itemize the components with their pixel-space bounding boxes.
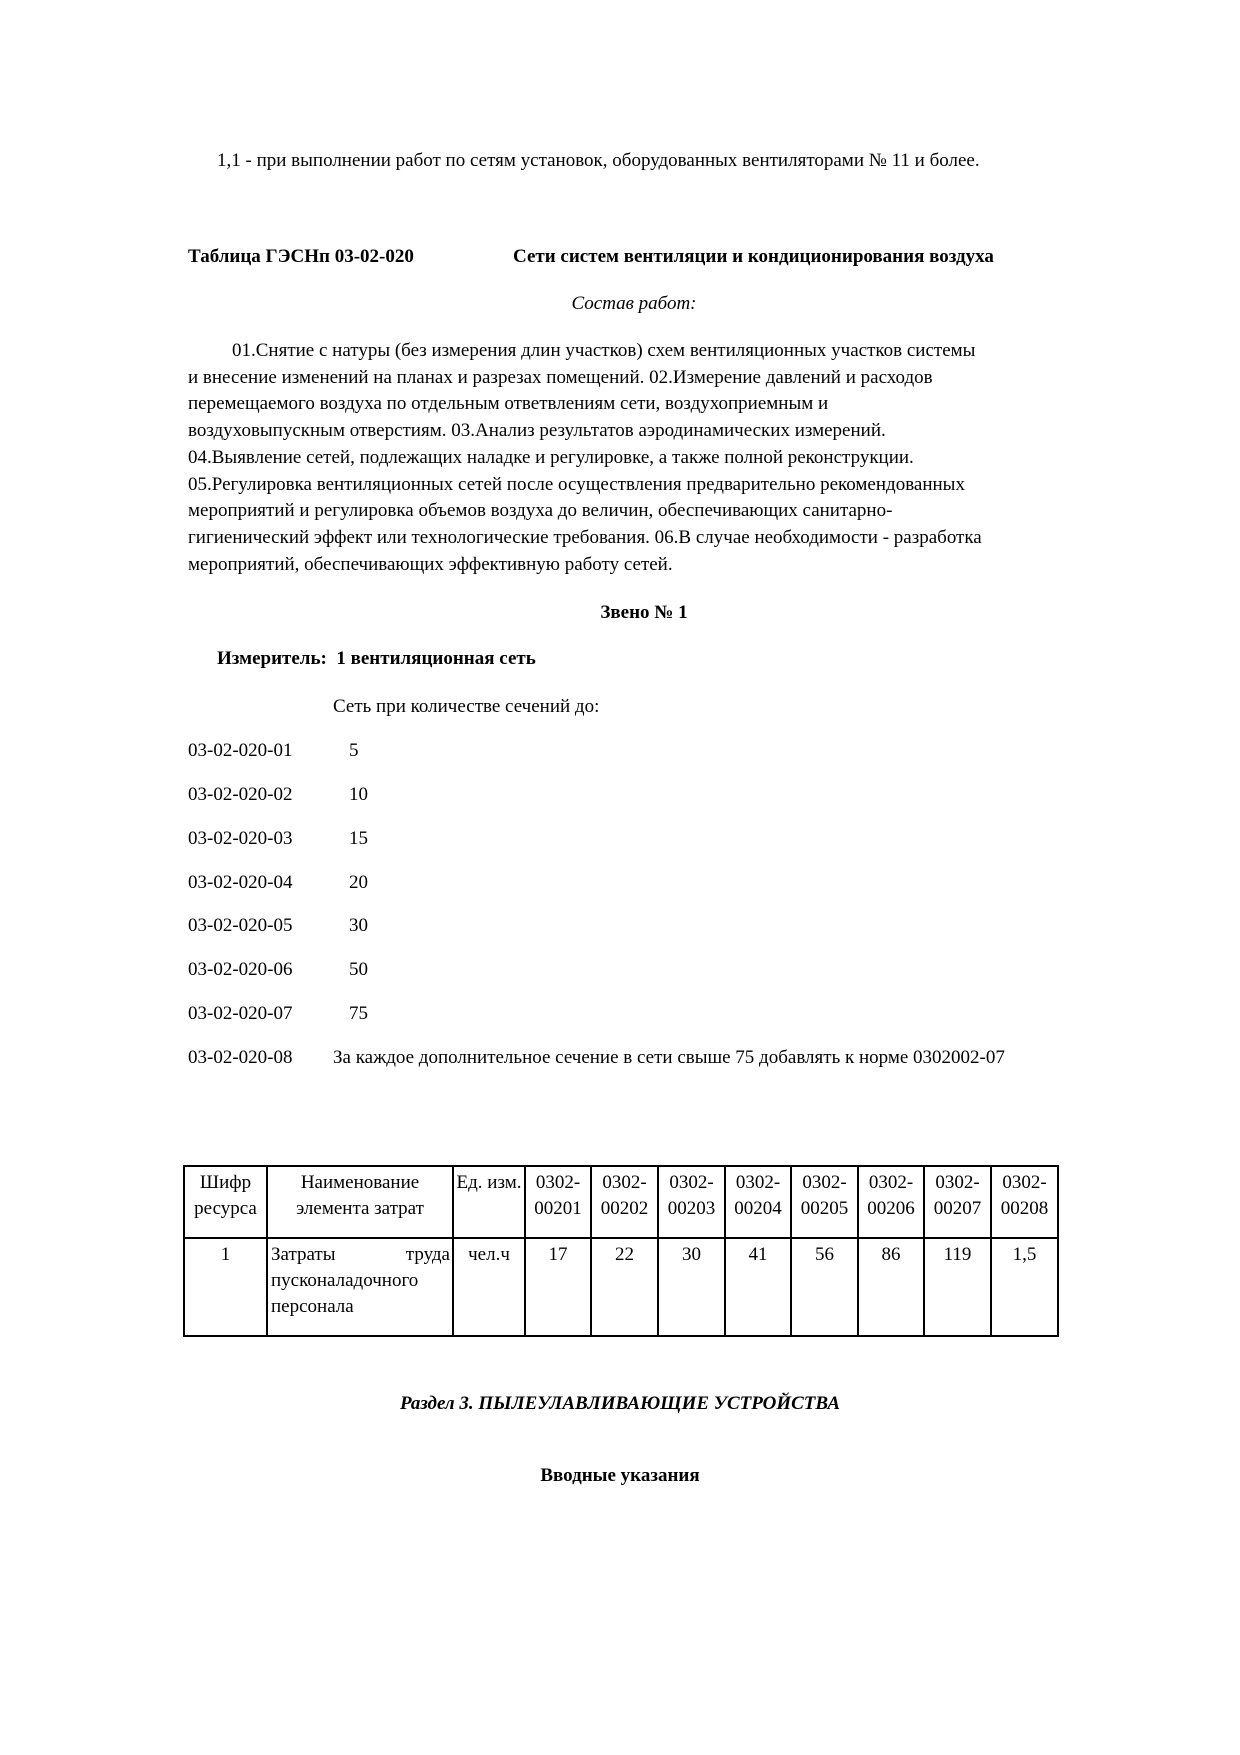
cell-unit: чел.ч <box>453 1238 525 1336</box>
link-title: Звено № 1 <box>600 602 688 623</box>
measure-label: Измеритель: <box>217 648 327 669</box>
norm-code: 03-02-020-08 <box>188 1047 293 1068</box>
work-composition-text <box>188 338 1058 578</box>
cell-value: 86 <box>858 1238 924 1336</box>
measure-line <box>217 646 536 672</box>
norm-value: За каждое дополнительное сечение в сети свыше 75 добавлять к норме 0302002-07 <box>333 1047 1005 1068</box>
cell-name <box>267 1238 453 1336</box>
work-line: воздуховыпускным отверстиям. 03.Анализ результатов аэродинамических измерений. <box>188 420 886 442</box>
cell-name-word: труда <box>405 1244 450 1265</box>
work-line: 04.Выявление сетей, подлежащих наладке и регулировке, а также полной реконструкции. <box>188 446 914 468</box>
norm-code: 03-02-020-07 <box>188 1003 293 1024</box>
work-line: мероприятий и регулировка объемов воздуха до величин, обеспечивающих санитарно- <box>188 500 893 522</box>
norm-value: 75 <box>349 1003 368 1024</box>
resource-table <box>183 1165 1059 1337</box>
cell-value: 17 <box>525 1238 591 1336</box>
cell-name-word: Затраты <box>271 1244 336 1265</box>
cell-code: 1 <box>184 1238 267 1336</box>
header-unit: Ед. изм. <box>453 1166 525 1238</box>
norm-code: 03-02-020-03 <box>188 828 293 849</box>
work-line: 05.Регулировка вентиляционных сетей после осуществления предварительно рекомендованных <box>188 473 965 495</box>
header-name: Наименование элемента затрат <box>267 1166 453 1238</box>
norm-value: 50 <box>349 959 368 980</box>
work-line: и внесение изменений на планах и разрезах помещений. 02.Измерение давлений и расходов <box>188 366 933 388</box>
header-col: 0302-00202 <box>591 1166 658 1238</box>
cell-name-first-line <box>271 1242 450 1268</box>
header-col: 0302-00201 <box>525 1166 591 1238</box>
norm-value: 10 <box>349 784 368 805</box>
table-header-row <box>184 1166 1058 1238</box>
table-code: Таблица ГЭСНп 03-02-020 <box>188 246 414 267</box>
work-line: перемещаемого воздуха по отдельным ответвлениям сети, воздухоприемным и <box>188 393 829 415</box>
table-row <box>184 1238 1058 1336</box>
sections-caption: Сеть при количестве сечений до: <box>333 696 600 717</box>
work-line: гигиенический эффект или технологические требования. 06.В случае необходимости - разработка <box>188 526 982 548</box>
work-line: 01.Снятие с натуры (без измерения длин участков) схем вентиляционных участков системы <box>232 340 976 361</box>
cell-name-rest: пусконаладочного персонала <box>271 1270 419 1317</box>
work-composition-heading: Состав работ: <box>571 293 697 314</box>
norm-value: 15 <box>349 828 368 849</box>
table-title: Сети систем вентиляции и кондиционирования воздуха <box>513 246 994 267</box>
cell-value: 1,5 <box>991 1238 1058 1336</box>
norm-value: 30 <box>349 915 368 936</box>
intro-heading: Вводные указания <box>540 1465 700 1486</box>
header-col: 0302-00208 <box>991 1166 1058 1238</box>
header-col: 0302-00203 <box>658 1166 725 1238</box>
norm-code: 03-02-020-04 <box>188 872 293 893</box>
cell-value: 22 <box>591 1238 658 1336</box>
header-code: Шифр ресурса <box>184 1166 267 1238</box>
header-col: 0302-00206 <box>858 1166 924 1238</box>
norm-code: 03-02-020-02 <box>188 784 293 805</box>
norm-code: 03-02-020-05 <box>188 915 293 936</box>
intro-line: 1,1 - при выполнении работ по сетям установок, оборудованных вентиляторами № 11 и более. <box>217 150 980 171</box>
work-line: мероприятий, обеспечивающих эффективную работу сетей. <box>188 553 673 575</box>
norm-code: 03-02-020-06 <box>188 959 293 980</box>
section-title: Раздел 3. ПЫЛЕУЛАВЛИВАЮЩИЕ УСТРОЙСТВА <box>399 1393 841 1414</box>
cell-value: 30 <box>658 1238 725 1336</box>
header-col: 0302-00205 <box>791 1166 858 1238</box>
norm-value: 20 <box>349 872 368 893</box>
norm-code: 03-02-020-01 <box>188 740 293 761</box>
cell-value: 56 <box>791 1238 858 1336</box>
norm-value: 5 <box>349 740 359 761</box>
header-col: 0302-00204 <box>725 1166 791 1238</box>
cell-value: 41 <box>725 1238 791 1336</box>
measure-value: 1 вентиляционная сеть <box>336 648 536 669</box>
cell-value: 119 <box>924 1238 991 1336</box>
header-col: 0302-00207 <box>924 1166 991 1238</box>
